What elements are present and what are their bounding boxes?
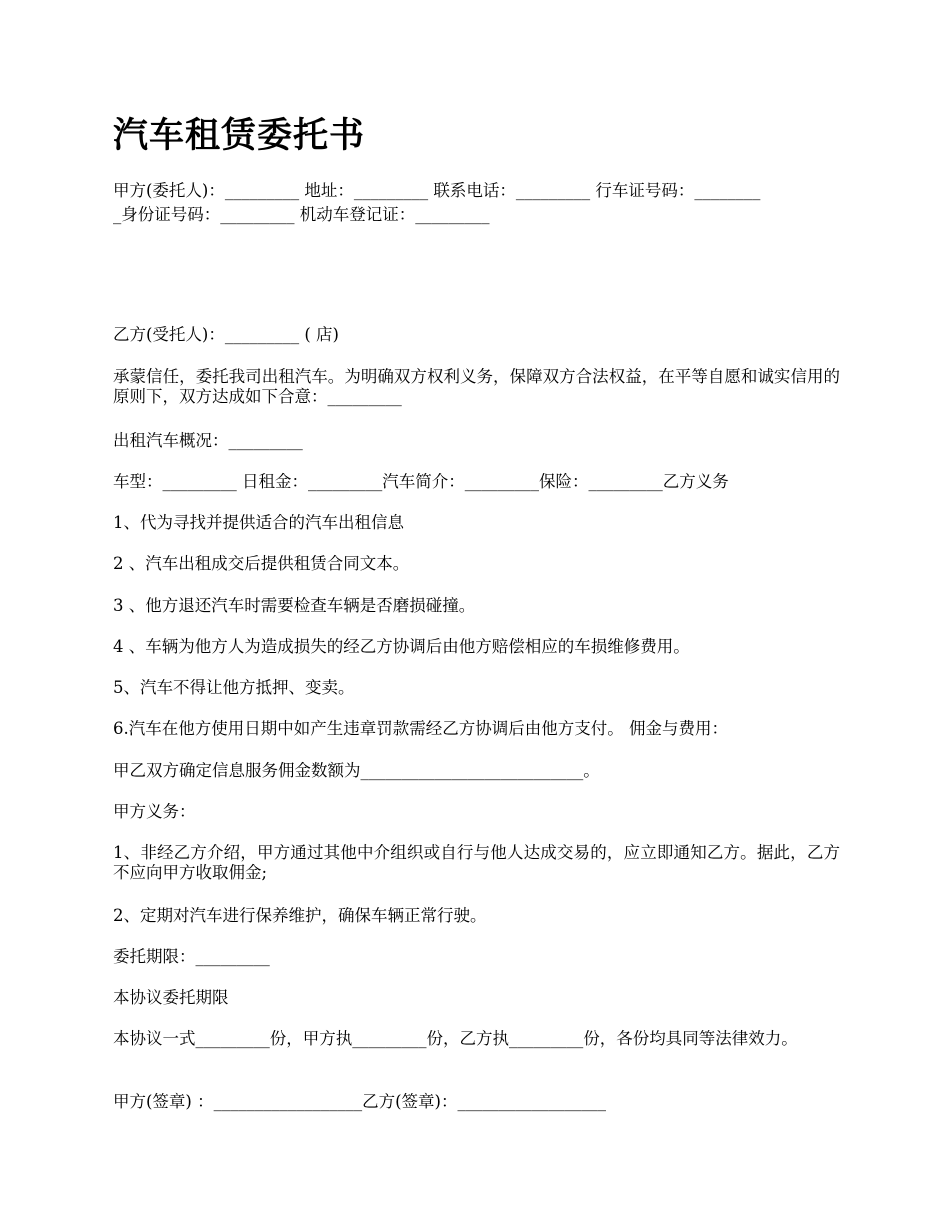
term-note: 本协议委托期限: [113, 988, 229, 1007]
car-overview: 出租汽车概况：_________: [113, 431, 303, 450]
party-b-duty-6: 6.汽车在他方使用日期中如产生违章罚款需经乙方协调后由他方支付。 佣金与费用：: [113, 719, 728, 738]
party-b-info: 乙方(受托人)：_________ ( 店): [113, 325, 339, 344]
party-a-duty-2: 2、定期对汽车进行保养维护，确保车辆正常行驶。: [113, 906, 487, 925]
party-b-duty-5: 5、汽车不得让他方抵押、变卖。: [113, 678, 355, 697]
signature-line: 甲方(签章) ：__________________乙方(签章)：__________________: [113, 1092, 606, 1111]
copies-clause: 本协议一式_________份，甲方执_________份，乙方执_________份，各份均具同等法律效力。: [113, 1029, 798, 1048]
party-a-info-line-1: 甲方(委托人)：_________ 地址：_________ 联系电话：_________ 行车证号码：________: [113, 181, 761, 200]
party-b-duty-3: 3 、他方退还汽车时需要检查车辆是否磨损碰撞。: [113, 596, 476, 615]
document-title: 汽车租赁委托书: [113, 115, 366, 156]
party-b-duty-1: 1、代为寻找并提供适合的汽车出租信息: [113, 513, 404, 532]
party-b-duty-4: 4 、车辆为他方人为造成损失的经乙方协调后由他方赔偿相应的车损维修费用。: [113, 637, 690, 656]
party-a-duty-1: 1、非经乙方介绍，甲方通过其他中介组织或自行与他人达成交易的，应立即通知乙方。据此，乙方不应向甲方收取佣金;: [113, 843, 840, 882]
party-a-info-line-2: _身份证号码：_________ 机动车登记证：_________: [113, 205, 490, 224]
intro-paragraph: 承蒙信任，委托我司出租汽车。为明确双方权利义务，保障双方合法权益，在平等自愿和诚实信用的原则下，双方达成如下合意：_________: [113, 367, 840, 406]
commission-clause: 甲乙双方确定信息服务佣金数额为___________________________。: [113, 761, 600, 780]
term-clause: 委托期限：_________: [113, 947, 270, 966]
car-details: 车型：_________ 日租金：_________汽车简介：_________保险：_________乙方义务: [113, 472, 729, 491]
party-a-duties-heading: 甲方义务：: [113, 802, 196, 821]
party-b-duty-2: 2 、汽车出租成交后提供租赁合同文本。: [113, 554, 410, 573]
